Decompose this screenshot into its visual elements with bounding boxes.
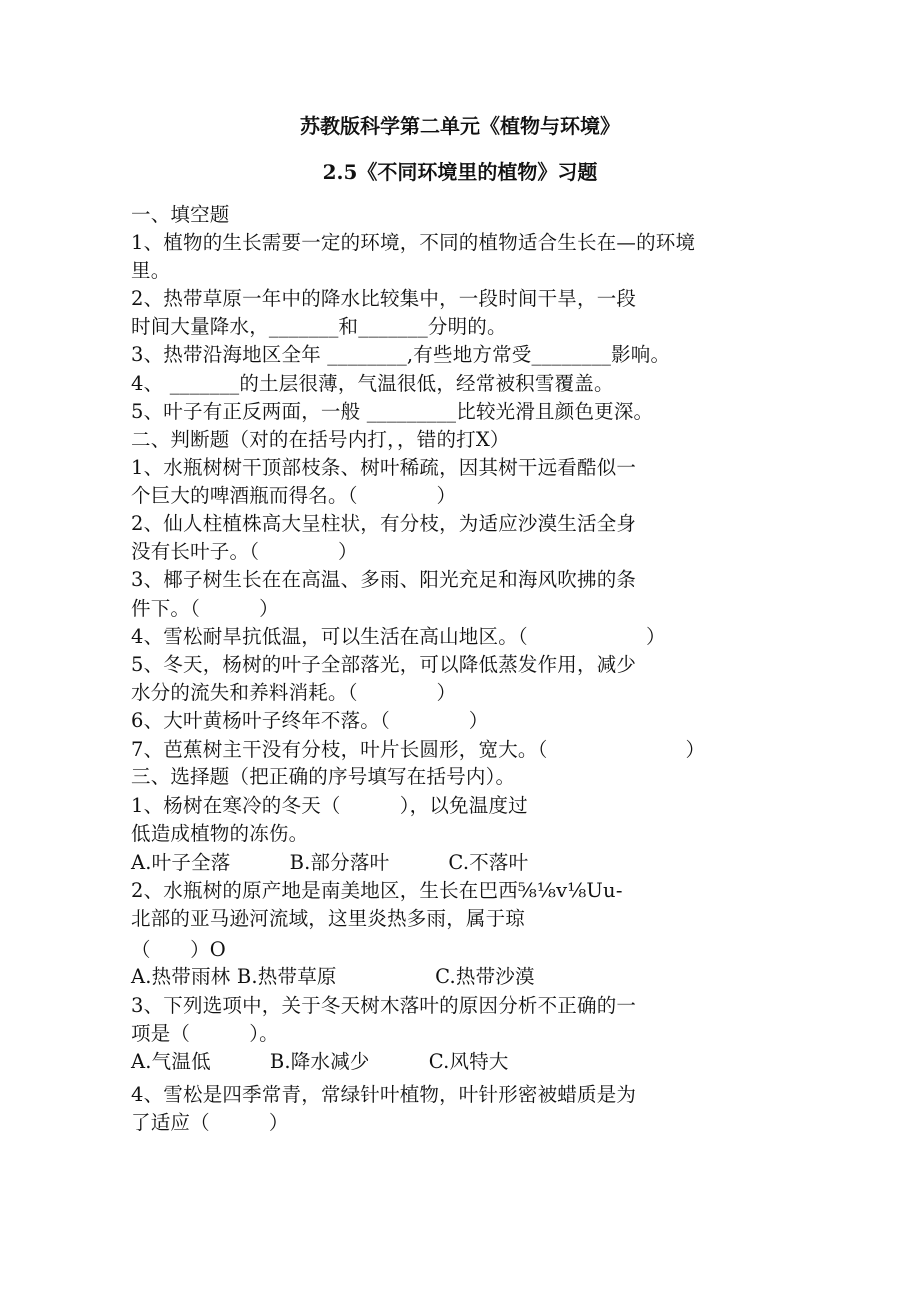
true-false-q2-cont: 没有长叶子。（ ） (131, 540, 358, 563)
true-false-q1: 1、水瓶树树干顶部枝条、树叶稀疏，因其树干远看酷似一 (131, 456, 637, 479)
choice-q1-options: A.叶子全落 B.部分落叶 C.不落叶 (131, 851, 529, 874)
fill-blank-q1: 1、植物的生长需要一定的环境，不同的植物适合生长在—的环境 (131, 231, 696, 254)
fill-blank-q2: 2、热带草原一年中的降水比较集中，一段时间干旱，一段 (131, 287, 637, 310)
true-false-q4: 4、雪松耐旱抗低温，可以生活在高山地区。（ ） (131, 625, 666, 648)
true-false-q3-cont: 件下。（ ） (131, 597, 279, 620)
true-false-q2: 2、仙人柱植株高大呈柱状，有分枝，为适应沙漠生活全身 (131, 512, 637, 535)
fill-blank-q3: 3、热带沿海地区全年 ________,有些地方常受________影响。 (131, 343, 671, 366)
section-heading-true-false: 二、判断题（对的在括号内打，，错的打X） (131, 428, 510, 451)
choice-q3-options: A.气温低 B.降水减少 C.风特大 (131, 1050, 509, 1073)
choice-q3: 3、下列选项中，关于冬天树木落叶的原因分析不正确的一 (131, 994, 637, 1017)
choice-q2: 2、水瓶树的原产地是南美地区，生长在巴西⅝⅛v⅛Uu- (131, 879, 623, 902)
section-heading-fill-blank: 一、填空题 (131, 203, 230, 226)
true-false-q1-cont: 个巨大的啤酒瓶而得名。（ ） (131, 484, 457, 507)
document-subtitle: 2.5《不同环境里的植物》习题 (322, 160, 598, 184)
choice-q4: 4、雪松是四季常青，常绿针叶植物，叶针形密被蜡质是为 (131, 1083, 637, 1106)
true-false-q5-cont: 水分的流失和养料消耗。（ ） (131, 681, 457, 704)
choice-q2-cont: 北部的亚马逊河流域，这里炎热多雨，属于琼 (131, 907, 526, 930)
true-false-q6: 6、大叶黄杨叶子终年不落。（ ） (131, 709, 489, 732)
true-false-q5: 5、冬天，杨树的叶子全部落光，可以降低蒸发作用，减少 (131, 653, 637, 676)
choice-q2-options: A.热带雨林 B.热带草原 C.热带沙漠 (131, 965, 535, 988)
choice-q1-cont: 低造成植物的冻伤。 (131, 822, 309, 845)
section-heading-choice: 三、选择题（把正确的序号填写在括号内）。 (131, 765, 516, 788)
fill-blank-q5: 5、叶子有正反两面，一般 _________比较光滑且颜色更深。 (131, 400, 654, 423)
fill-blank-q2-cont: 时间大量降水，_______和_______分明的。 (131, 315, 507, 338)
fill-blank-q4: 4、 _______的土层很薄，气温很低，经常被积雪覆盖。 (131, 372, 614, 395)
choice-q3-cont: 项是（ ）。 (131, 1022, 279, 1045)
true-false-q3: 3、椰子树生长在在高温、多雨、阳光充足和海风吹拂的条 (131, 568, 637, 591)
fill-blank-q1-cont: 里。 (131, 259, 171, 282)
true-false-q7: 7、芭蕉树主干没有分枝，叶片长圆形，宽大。（ ） (131, 738, 706, 761)
choice-q4-cont: 了适应（ ） (131, 1111, 289, 1134)
choice-q1: 1、杨树在寒冷的冬天（ ），以免温度过 (131, 794, 528, 817)
choice-q2-answer-slot: （ ）O (131, 938, 226, 961)
document-title: 苏教版科学第二单元《植物与环境》 (300, 114, 620, 138)
